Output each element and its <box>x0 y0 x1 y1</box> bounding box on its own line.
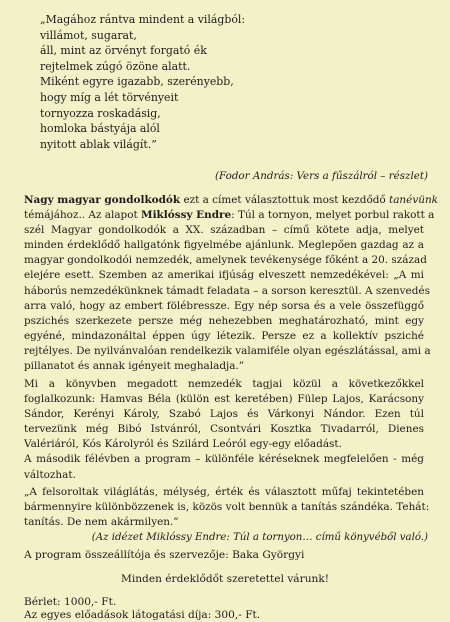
intro-line: elejére esett. Szemben az amerikai ifjúság elveszett nemzedékével: „A mi <box>24 269 424 282</box>
quote-line: tanítás. De nem akármilyen.” <box>24 516 179 529</box>
lecturers-line: A második félévben a program – különféle kéréseknek megfelelően - még <box>24 453 424 466</box>
intro-line: minden érdeklődő hallgatónk figyelmébe ajánlunk. Meglepően gazdag az a <box>24 239 424 252</box>
quote-line: bármennyire különbözzenek is, közös volt bennük a tanítás szándéka. Tehát: <box>24 501 430 514</box>
series-title: Nagy magyar gondolkodók <box>24 194 181 206</box>
intro-line: pszichés szerkezete persze még nehezebben meghatározható, mint egy <box>24 314 424 327</box>
author-name: Miklóssy Endre <box>141 209 232 222</box>
lecturers-line: Sándor, Kerényi Károly, Szabó Lajos és Várkonyi Nándor. Ezen túl <box>24 408 424 421</box>
quote-source: (Az idézet Miklóssy Endre: Túl a tornyon… című könyvéből való.) <box>91 532 428 543</box>
lecturers-paragraph <box>24 377 424 483</box>
intro-line: témájához.. Az alapot Miklóssy Endre: Túl a tornyon, melyet porbul rakott a <box>24 209 435 222</box>
welcome-line: Minden érdeklődőt szeretettel várunk! <box>120 573 330 585</box>
poem-line: áll, mint az örvényt forgató ék <box>40 44 207 58</box>
lecturers-line: tervezünk még Bibó Istvánról, Csontvári Kosztka Tivadarról, Dienes <box>24 423 424 436</box>
single-ticket-price: Az egyes előadások látogatási díja: 300,- Ft. <box>24 609 261 621</box>
poem <box>40 12 245 152</box>
lecturers-line: foglalkozunk: Hamvas Béla (külön est keretében) Fülep Lajos, Karácsony <box>24 393 424 406</box>
lecturers-line: változhat. <box>24 468 76 481</box>
poem-line: tornyozza roskadásig, <box>40 106 161 120</box>
poem-line: Miként egyre igazabb, szerényebb, <box>40 75 234 89</box>
poem-line: villámot, sugarat, <box>40 28 137 42</box>
intro-line: magyar gondolkodói nemzedék, amelynek tevékenysége főként a 20. század <box>24 254 427 267</box>
poem-line: hogy míg a lét törvényeit <box>40 90 179 104</box>
organizer-line: A program összeállítója és szervezője: Baka Györgyi <box>24 549 305 561</box>
poem-line: „Magához rántva mindent a világból: <box>40 13 246 26</box>
poem-line: rejtelmek zúgó özöne alatt. <box>40 59 191 73</box>
lecturers-line: Valériáról, Kós Károlyról és Szilárd Leóról egy-egy előadást. <box>24 438 342 451</box>
poem-line: nyitott ablak világít.” <box>40 137 157 151</box>
intro-paragraph <box>24 193 438 374</box>
poem-source: (Fodor András: Vers a fűszálról – részlet) <box>215 170 428 182</box>
intro-line: Nagy magyar gondolkodók ezt a címet választottuk most kezdődő tanévünk <box>24 194 438 206</box>
intro-line: pillanatot és annak igényeit meghaladja.” <box>24 360 245 373</box>
poem-line: homloka bástyája alól <box>40 122 160 136</box>
intro-line: háborús nemzedékünknek támadt feladata – a sorson keresztül. A szenvedés <box>24 284 430 297</box>
intro-line: arra való, hogy az embert fölébressze. Egy nép sorsa és a vele összefüggő <box>24 299 424 312</box>
season-pass-price: Bérlet: 1000,- Ft. <box>24 596 117 608</box>
quote-line: „A felsoroltak világlátás, mélység, érték és választott műfaj tekintetében <box>24 486 424 498</box>
lecturers-line: Mi a könyvben megadott nemzedék tagjai közül a következőkkel <box>24 378 424 390</box>
intro-line: egyéné, mindazonáltal éppen úgy létezik. Persze ez a kollektív psziché <box>24 329 424 342</box>
intro-line: szél Magyar gondolkodók a XX. században – című kötete adja, melyet <box>24 224 424 237</box>
intro-line: rejtélyes. De nyilvánvalóan rendelkezik valamiféle olyan egészlátással, ami a <box>24 344 431 357</box>
quote-paragraph <box>24 485 430 530</box>
